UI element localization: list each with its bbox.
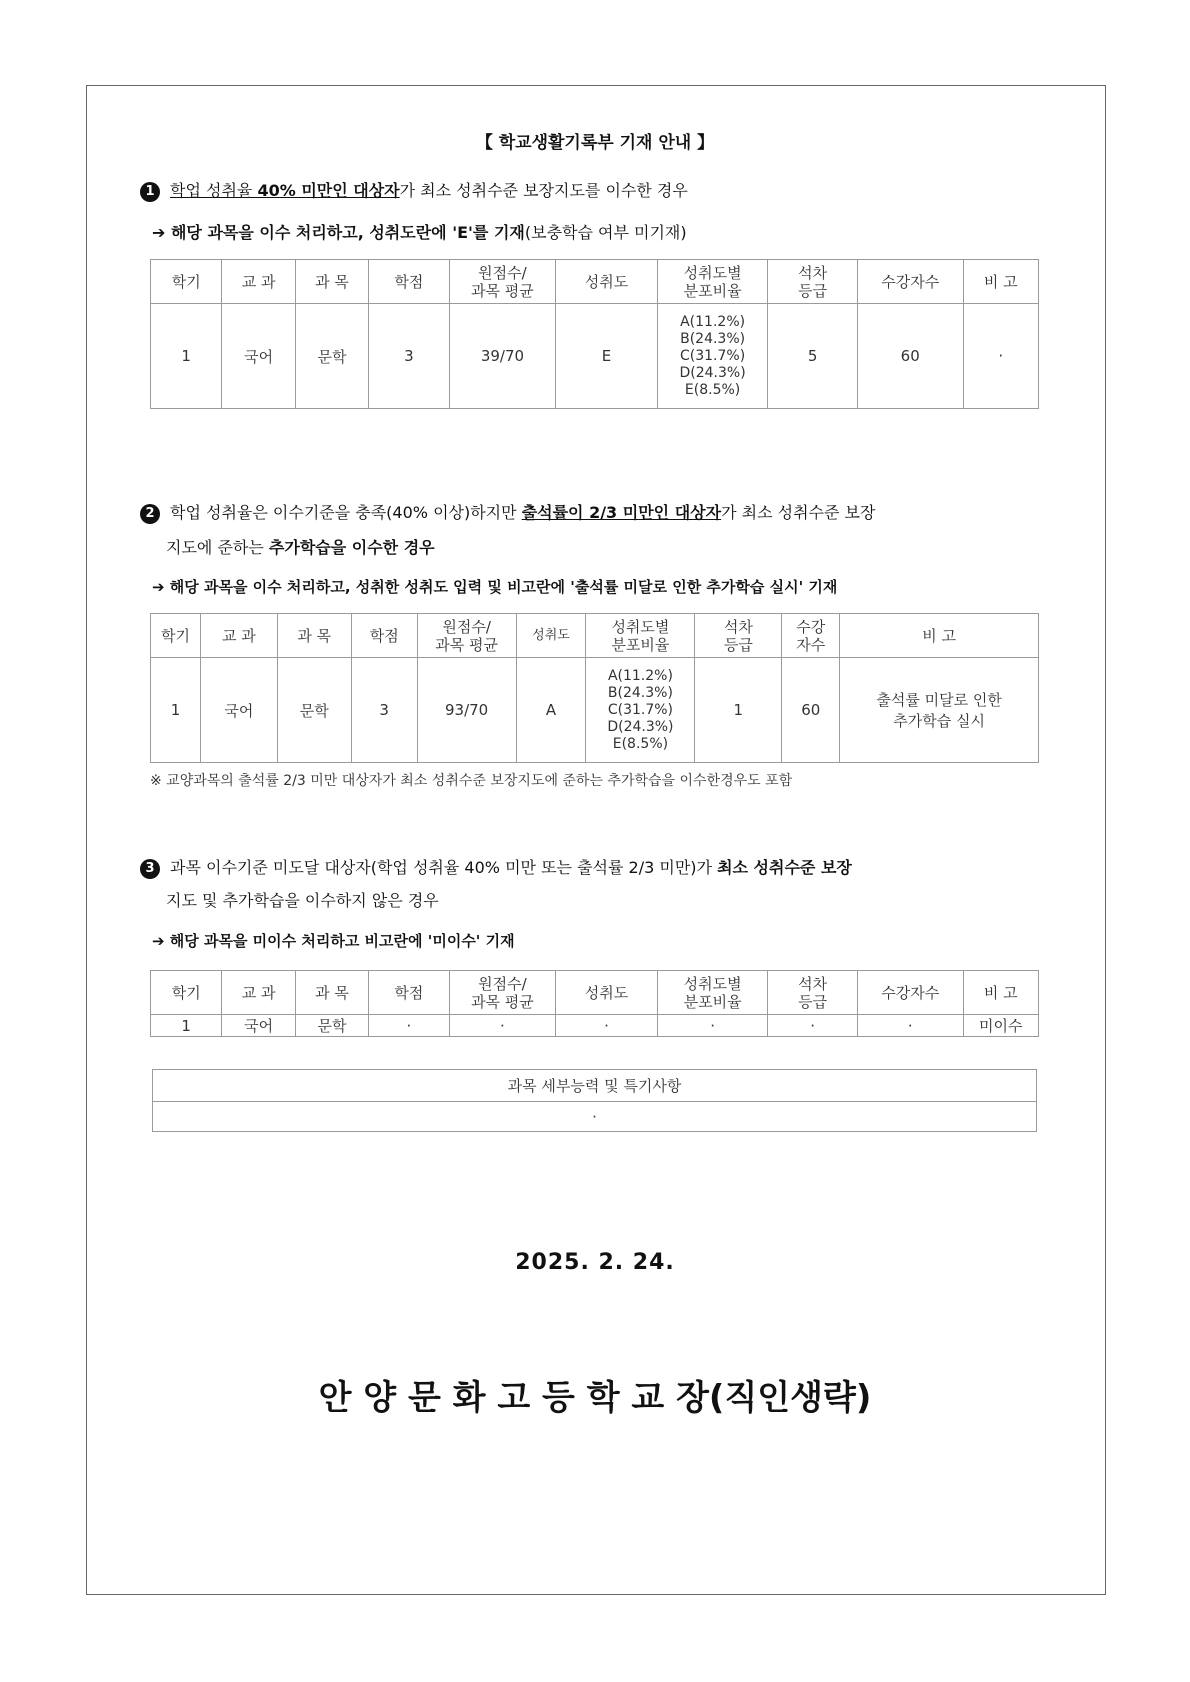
document-date: 2025. 2. 24. (515, 1250, 675, 1275)
section2-heading: 2 학업 성취율은 이수기준을 충족(40% 이상)하지만 출석률이 2/3 미만인 대상자가 최소 성취수준 보장 (140, 500, 875, 524)
table1 (150, 259, 1039, 409)
table4-header-row: 과목 세부능력 및 특기사항 (153, 1070, 1037, 1102)
table3 (150, 970, 1039, 1037)
section2-heading-line2: 지도에 준하는 추가학습을 이수한 경우 (166, 538, 435, 557)
table-row: 1 국어 문학 3 93/70 A A(11.2%) B(24.3%) C(31.7%) D(24.3%) E(8.5%) 1 60 출석률 미달로 인한 추가학습 실시 (151, 658, 1039, 763)
table-row: 1 국어 문학 3 39/70 E A(11.2%) B(24.3%) C(31.7%) D(24.3%) E(8.5%) 5 60 · (151, 304, 1039, 409)
table2 (150, 613, 1039, 763)
section2-number: 2 (140, 504, 160, 524)
signature: 안 양 문 화 고 등 학 교 장(직인생략) (318, 1378, 872, 1418)
table4 (152, 1069, 1037, 1132)
footnote: ※ 교양과목의 출석률 2/3 미만 대상자가 최소 성취수준 보장지도에 준하는 추가학습을 이수한경우도 포함 (150, 773, 793, 789)
section2-instruction: ➔ 해당 과목을 이수 처리하고, 성취한 성취도 입력 및 비고란에 '출석률 미달로 인한 추가학습 실시' 기재 (152, 578, 838, 596)
section1-number: 1 (140, 182, 160, 202)
table1-header-row: 학기 교 과 과 목 학점 원점수/ 과목 평균 성취도 성취도별 분포비율 석차 등급 수강자수 비 고 (151, 260, 1039, 304)
distribution-cell: A(11.2%) B(24.3%) C(31.7%) D(24.3%) E(8.5%) (586, 658, 695, 763)
section1-instruction: ➔ 해당 과목을 이수 처리하고, 성취도란에 'E'를 기재(보충학습 여부 미기재) (152, 223, 687, 242)
document-title: 【 학교생활기록부 기재 안내 】 (475, 133, 715, 153)
section3-instruction: ➔ 해당 과목을 미이수 처리하고 비고란에 '미이수' 기재 (152, 932, 515, 950)
table3-header-row: 학기 교 과 과 목 학점 원점수/ 과목 평균 성취도 성취도별 분포비율 석차 등급 수강자수 비 고 (151, 971, 1039, 1015)
section1-heading: 1 학업 성취율 40% 미만인 대상자가 최소 성취수준 보장지도를 이수한 경우 (140, 178, 688, 202)
table-row: 1 국어 문학 · · · · · · 미이수 (151, 1015, 1039, 1037)
section3-heading-line2: 지도 및 추가학습을 이수하지 않은 경우 (166, 891, 439, 910)
section3-heading: 3 과목 이수기준 미도달 대상자(학업 성취율 40% 미만 또는 출석률 2/3 미만)가 최소 성취수준 보장 (140, 855, 852, 879)
section3-number: 3 (140, 859, 160, 879)
table-row: · (153, 1102, 1037, 1132)
table2-header-row: 학기 교 과 과 목 학점 원점수/ 과목 평균 성취도 성취도별 분포비율 석차 등급 수강 자수 비 고 (151, 614, 1039, 658)
distribution-cell: A(11.2%) B(24.3%) C(31.7%) D(24.3%) E(8.5%) (657, 304, 768, 409)
